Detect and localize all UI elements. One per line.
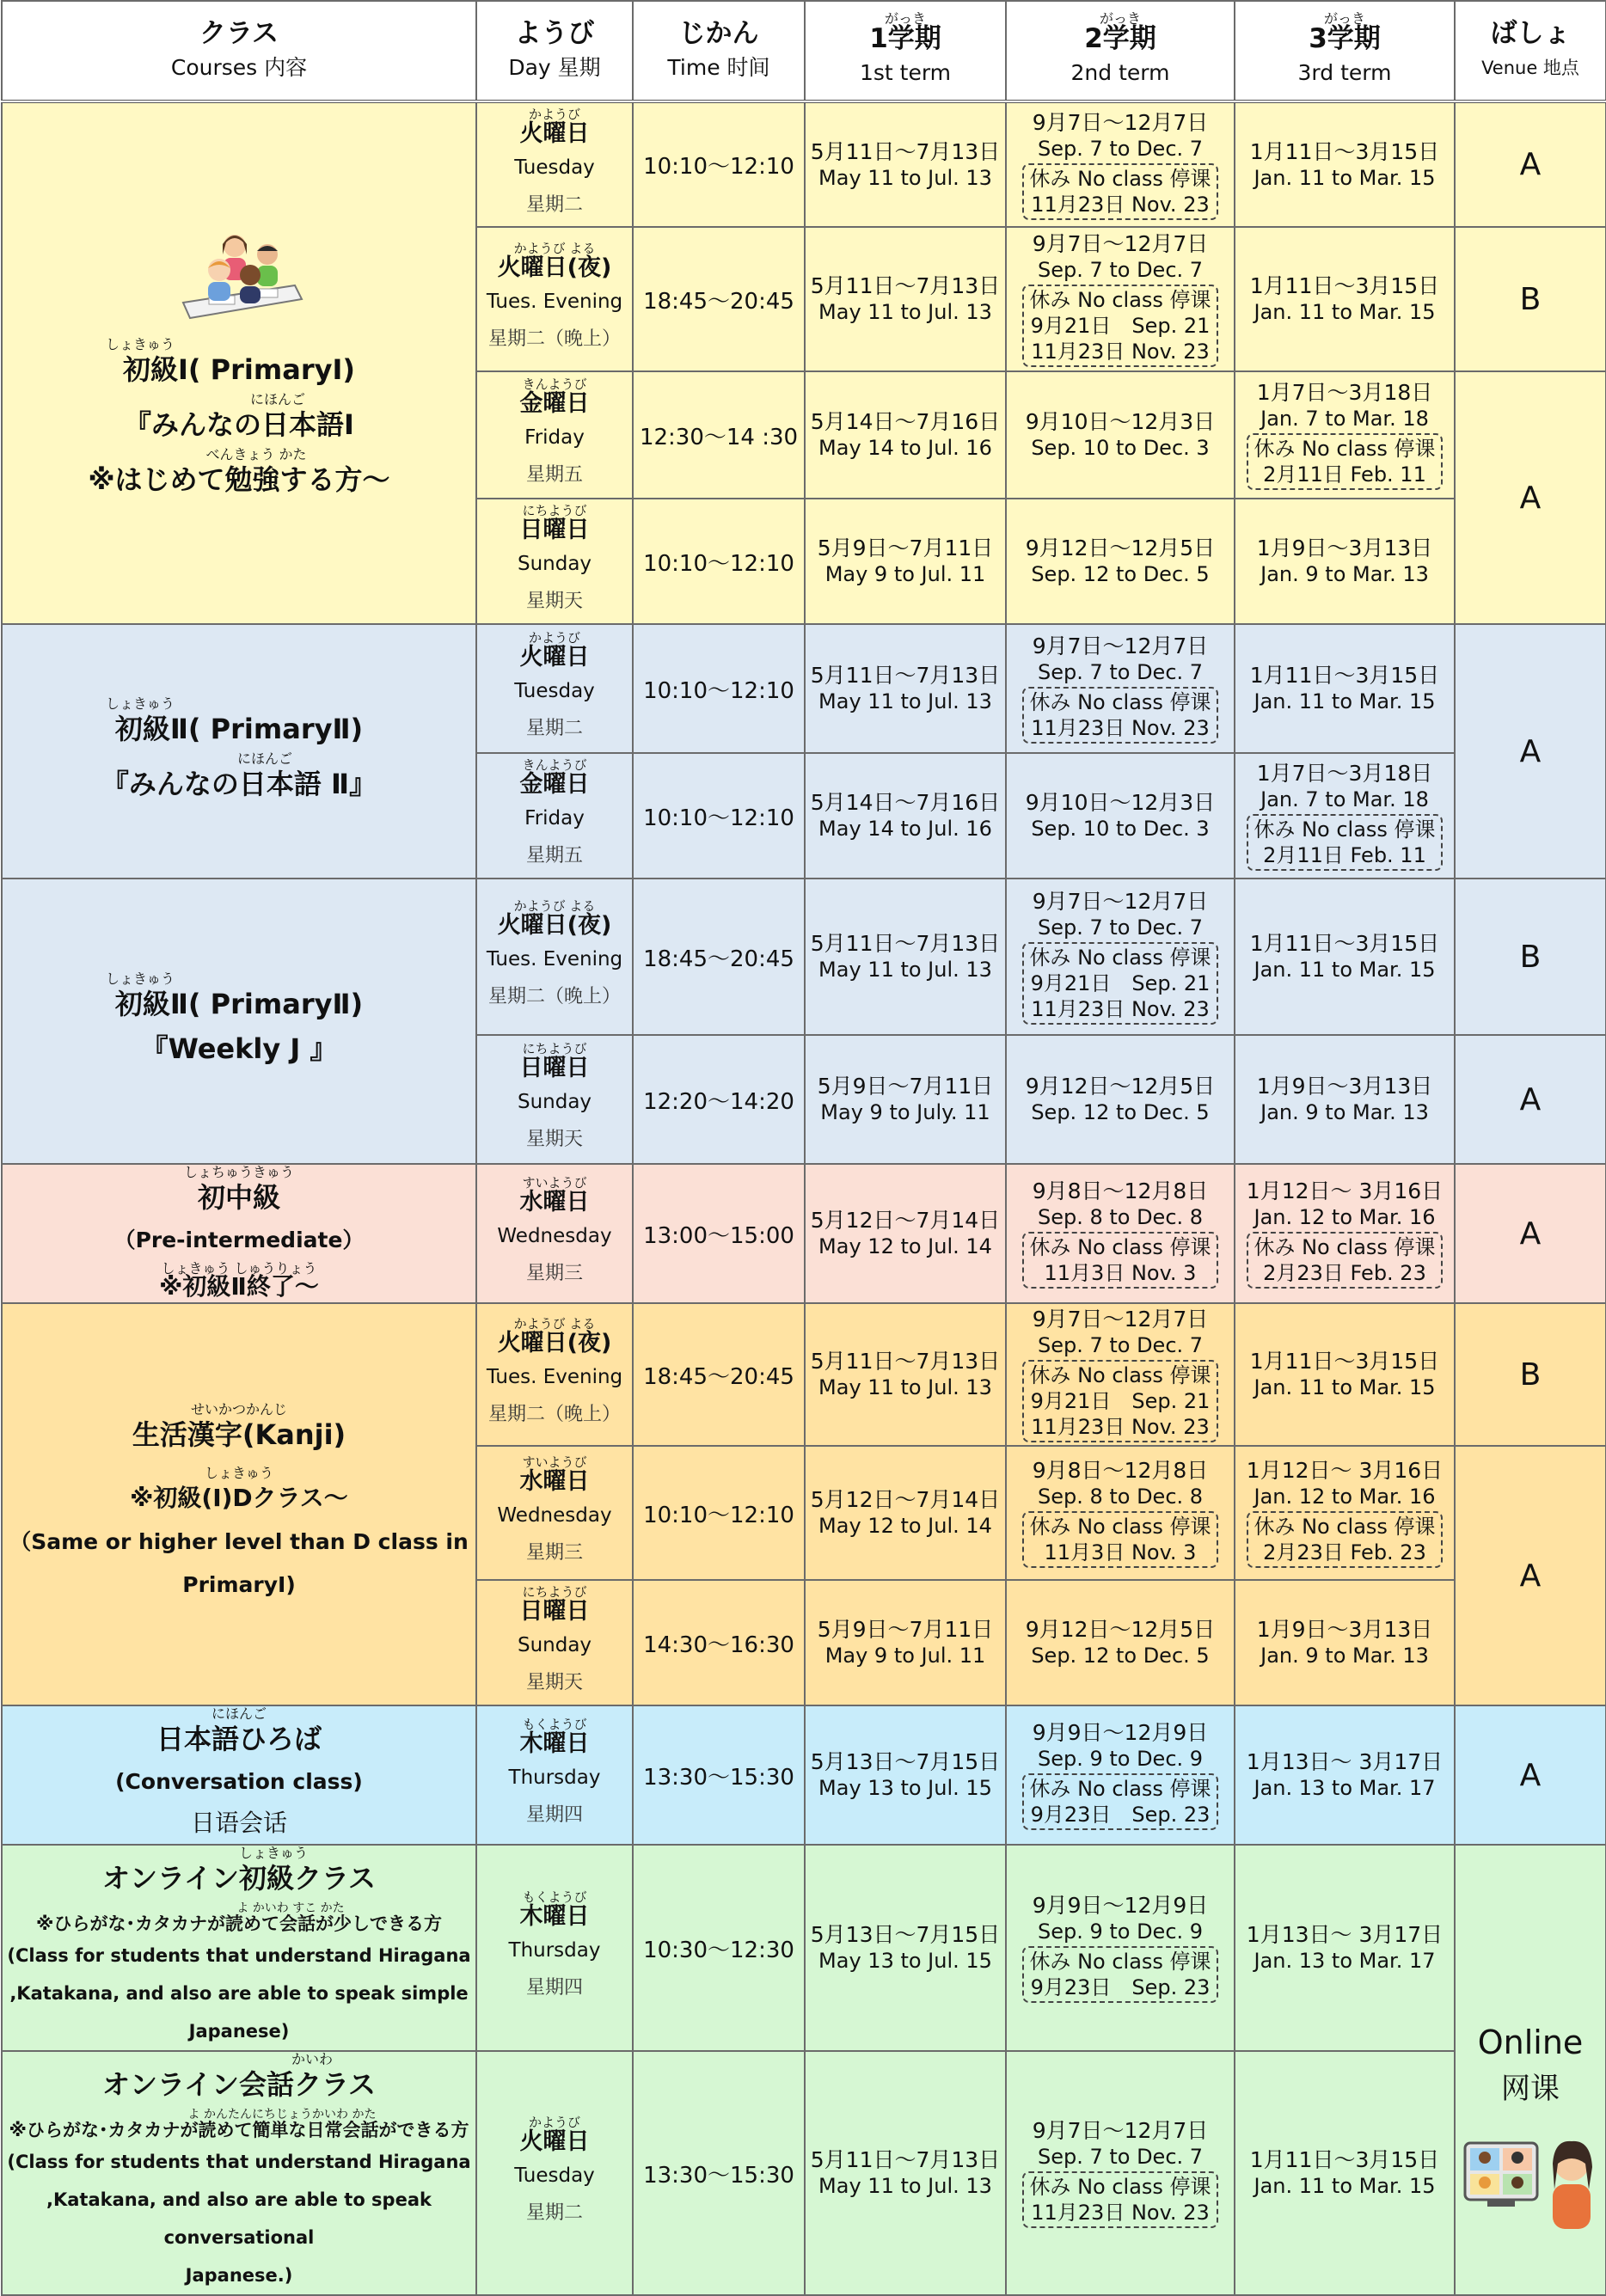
no-class-box: 休み No class 停课 9月23日 Sep. 23 — [1022, 1946, 1217, 2003]
header-term1: がっき 1学期 1st term — [805, 1, 1006, 101]
day-cell: もくようび 木曜日 Thursday 星期四 — [476, 1845, 633, 2051]
venue-cell: A — [1455, 101, 1606, 227]
time-cell: 10:10～12:10 — [633, 753, 805, 879]
table-row — [2, 1303, 1606, 1446]
venue-cell: B — [1455, 227, 1606, 371]
venue-cell: A — [1455, 1446, 1606, 1705]
venue-cell: A — [1455, 1035, 1606, 1164]
no-class-box: 休み No class 停课 9月23日 Sep. 23 — [1022, 1773, 1217, 1830]
table-row — [2, 624, 1606, 753]
day-cell: かようび よる 火曜日(夜) Tues. Evening 星期二（晚上） — [476, 879, 633, 1035]
table-row — [2, 1705, 1606, 1845]
day-cell: かようび よる 火曜日(夜) Tues. Evening 星期二（晚上） — [476, 227, 633, 371]
term2-cell: 9月10日～12月3日 Sep. 10 to Dec. 3 — [1006, 371, 1235, 499]
no-class-box: 休み No class 停课 11月3日 Nov. 3 — [1022, 1511, 1217, 1568]
no-class-box: 休み No class 停课 2月23日 Feb. 23 — [1247, 1511, 1442, 1568]
term2-cell: 9月7日～12月7日 Sep. 7 to Dec. 7 休み No class 停课 11月23日 Nov. 23 — [1006, 2051, 1235, 2295]
term2-cell: 9月7日～12月7日 Sep. 7 to Dec. 7 休み No class 停课 9月21日 Sep. 21 11月23日 Nov. 23 — [1006, 1303, 1235, 1446]
term3-cell: 1月11日～3月15日 Jan. 11 to Mar. 15 — [1235, 1303, 1455, 1446]
term2-cell: 9月9日～12月9日 Sep. 9 to Dec. 9 休み No class 停课 9月23日 Sep. 23 — [1006, 1705, 1235, 1845]
day-cell: きんようび 金曜日 Friday 星期五 — [476, 753, 633, 879]
course-pre-intermediate: しょちゅうきゅう 初中級 （Pre-intermediate） しょきゅう しゅうりょう ※初級Ⅱ終了～ — [2, 1164, 476, 1303]
term3-cell: 1月9日～3月13日 Jan. 9 to Mar. 13 — [1235, 499, 1455, 624]
term2-cell: 9月8日～12月8日 Sep. 8 to Dec. 8 休み No class 停课 11月3日 Nov. 3 — [1006, 1164, 1235, 1303]
term1-cell: 5月13日～7月15日 May 13 to Jul. 15 — [805, 1845, 1006, 2051]
term3-cell: 1月13日～ 3月17日 Jan. 13 to Mar. 17 — [1235, 1845, 1455, 2051]
students-illustration-icon — [175, 225, 303, 327]
term1-cell: 5月11日～7月13日 May 11 to Jul. 13 — [805, 2051, 1006, 2295]
time-cell: 14:30～16:30 — [633, 1580, 805, 1705]
day-cell: かようび よる 火曜日(夜) Tues. Evening 星期二（晚上） — [476, 1303, 633, 1446]
day-cell: かようび 火曜日 Tuesday 星期二 — [476, 624, 633, 753]
term1-cell: 5月13日～7月15日 May 13 to Jul. 15 — [805, 1705, 1006, 1845]
term1-cell: 5月11日～7月13日 May 11 to Jul. 13 — [805, 101, 1006, 227]
no-class-box: 休み No class 停课 11月3日 Nov. 3 — [1022, 1232, 1217, 1289]
day-cell: すいようび 水曜日 Wednesday 星期三 — [476, 1446, 633, 1580]
time-cell: 18:45～20:45 — [633, 1303, 805, 1446]
no-class-box: 休み No class 停课 2月11日 Feb. 11 — [1247, 814, 1442, 871]
course-kanji: せいかつかんじ 生活漢字(Kanji) しょきゅう ※初級(Ⅰ)Dクラス～ （Same or higher level than D class in PrimaryⅠ) — [2, 1303, 476, 1705]
time-cell: 13:00～15:00 — [633, 1164, 805, 1303]
no-class-box: 休み No class 停课 9月21日 Sep. 21 11月23日 Nov. 23 — [1022, 285, 1217, 367]
header-venue: ばしょ Venue 地点 — [1455, 1, 1606, 101]
term3-cell: 1月7日～3月18日 Jan. 7 to Mar. 18 休み No class 停课 2月11日 Feb. 11 — [1235, 371, 1455, 499]
day-cell: かようび 火曜日 Tuesday 星期二 — [476, 2051, 633, 2295]
term3-cell: 1月11日～3月15日 Jan. 11 to Mar. 15 — [1235, 227, 1455, 371]
header-row — [2, 1, 1606, 101]
course-primary-2: しょきゅう 初級Ⅱ( PrimaryⅡ) にほんご 『みんなの日本語 Ⅱ』 — [2, 624, 476, 879]
term3-cell: 1月13日～ 3月17日 Jan. 13 to Mar. 17 — [1235, 1705, 1455, 1845]
no-class-box: 休み No class 停课 11月23日 Nov. 23 — [1022, 2171, 1217, 2228]
day-cell: にちようび 日曜日 Sunday 星期天 — [476, 1035, 633, 1164]
online-class-illustration-icon — [1462, 2129, 1599, 2232]
term2-cell: 9月8日～12月8日 Sep. 8 to Dec. 8 休み No class 停课 11月3日 Nov. 3 — [1006, 1446, 1235, 1580]
term1-cell: 5月9日～7月11日 May 9 to Jul. 11 — [805, 499, 1006, 624]
term1-cell: 5月11日～7月13日 May 11 to Jul. 13 — [805, 1303, 1006, 1446]
time-cell: 18:45～20:45 — [633, 227, 805, 371]
no-class-box: 休み No class 停课 9月21日 Sep. 21 11月23日 Nov. 23 — [1022, 1360, 1217, 1442]
venue-cell-online: Online 网课 — [1455, 1845, 1606, 2295]
class-schedule-table — [1, 0, 1606, 2296]
term2-cell: 9月10日～12月3日 Sep. 10 to Dec. 3 — [1006, 753, 1235, 879]
term2-cell: 9月12日～12月5日 Sep. 12 to Dec. 5 — [1006, 499, 1235, 624]
day-cell: きんようび 金曜日 Friday 星期五 — [476, 371, 633, 499]
header-course: クラス Courses 内容 — [2, 1, 476, 101]
term3-cell: 1月11日～3月15日 Jan. 11 to Mar. 15 — [1235, 101, 1455, 227]
term3-cell: 1月9日～3月13日 Jan. 9 to Mar. 13 — [1235, 1580, 1455, 1705]
venue-cell: A — [1455, 1164, 1606, 1303]
time-cell: 10:10～12:10 — [633, 101, 805, 227]
time-cell: 10:10～12:10 — [633, 624, 805, 753]
no-class-box: 休み No class 停课 2月11日 Feb. 11 — [1247, 433, 1442, 490]
term2-cell: 9月7日～12月7日 Sep. 7 to Dec. 7 休み No class 停课 9月21日 Sep. 21 11月23日 Nov. 23 — [1006, 227, 1235, 371]
term3-cell: 1月11日～3月15日 Jan. 11 to Mar. 15 — [1235, 2051, 1455, 2295]
venue-cell: B — [1455, 1303, 1606, 1446]
venue-cell: B — [1455, 879, 1606, 1035]
header-time: じかん Time 时间 — [633, 1, 805, 101]
term3-cell: 1月12日～ 3月16日 Jan. 12 to Mar. 16 休み No class 停课 2月23日 Feb. 23 — [1235, 1446, 1455, 1580]
term2-cell: 9月7日～12月7日 Sep. 7 to Dec. 7 休み No class 停课 11月23日 Nov. 23 — [1006, 624, 1235, 753]
header-term2: がっき 2学期 2nd term — [1006, 1, 1235, 101]
term1-cell: 5月9日～7月11日 May 9 to Jul. 11 — [805, 1580, 1006, 1705]
header-day: ようび Day 星期 — [476, 1, 633, 101]
term1-cell: 5月14日～7月16日 May 14 to Jul. 16 — [805, 371, 1006, 499]
no-class-box: 休み No class 停课 11月23日 Nov. 23 — [1022, 163, 1217, 220]
table-row — [2, 101, 1606, 227]
day-cell: にちようび 日曜日 Sunday 星期天 — [476, 1580, 633, 1705]
course-online-beginner: しょきゅう オンライン初級クラス よ かいわ すこ かた ※ひらがな･カタカナが読めて会話が少しできる方 (Class for students that understand Hiragana ,Katakana, and also are able to speak simple Japanese) — [2, 1845, 476, 2051]
course-online-conversation: かいわ オンライン会話クラス よ かんたんにちじょうかいわ かた ※ひらがな･カタカナが読めて簡単な日常会話ができる方 (Class for students that understand Hiragana ,Katakana, and also are able to speak conversational Japanese.) — [2, 2051, 476, 2295]
term1-cell: 5月9日～7月11日 May 9 to July. 11 — [805, 1035, 1006, 1164]
header-term3: がっき 3学期 3rd term — [1235, 1, 1455, 101]
term3-cell: 1月9日～3月13日 Jan. 9 to Mar. 13 — [1235, 1035, 1455, 1164]
term1-cell: 5月14日～7月16日 May 14 to Jul. 16 — [805, 753, 1006, 879]
time-cell: 12:30～14 :30 — [633, 371, 805, 499]
time-cell: 12:20～14:20 — [633, 1035, 805, 1164]
day-cell: かようび 火曜日 Tuesday 星期二 — [476, 101, 633, 227]
day-cell: にちようび 日曜日 Sunday 星期天 — [476, 499, 633, 624]
term1-cell: 5月11日～7月13日 May 11 to Jul. 13 — [805, 879, 1006, 1035]
term1-cell: 5月11日～7月13日 May 11 to Jul. 13 — [805, 227, 1006, 371]
course-primary-2-weekly-j: しょきゅう 初級Ⅱ( PrimaryⅡ) 『Weekly J 』 — [2, 879, 476, 1164]
term1-cell: 5月12日～7月14日 May 12 to Jul. 14 — [805, 1446, 1006, 1580]
no-class-box: 休み No class 停课 11月23日 Nov. 23 — [1022, 687, 1217, 744]
no-class-box: 休み No class 停课 2月23日 Feb. 23 — [1247, 1232, 1442, 1289]
term1-cell: 5月12日～7月14日 May 12 to Jul. 14 — [805, 1164, 1006, 1303]
time-cell: 13:30～15:30 — [633, 1705, 805, 1845]
term3-cell: 1月11日～3月15日 Jan. 11 to Mar. 15 — [1235, 879, 1455, 1035]
time-cell: 10:30～12:30 — [633, 1845, 805, 2051]
table-row — [2, 1845, 1606, 2051]
course-conversation: にほんご 日本語ひろば (Conversation class) 日语会话 — [2, 1705, 476, 1845]
term2-cell: 9月12日～12月5日 Sep. 12 to Dec. 5 — [1006, 1580, 1235, 1705]
venue-cell: A — [1455, 371, 1606, 624]
term2-cell: 9月12日～12月5日 Sep. 12 to Dec. 5 — [1006, 1035, 1235, 1164]
venue-cell: A — [1455, 1705, 1606, 1845]
no-class-box: 休み No class 停课 9月21日 Sep. 21 11月23日 Nov. 23 — [1022, 942, 1217, 1025]
table-row — [2, 879, 1606, 1035]
term3-cell: 1月11日～3月15日 Jan. 11 to Mar. 15 — [1235, 624, 1455, 753]
table-row — [2, 2051, 1606, 2295]
time-cell: 13:30～15:30 — [633, 2051, 805, 2295]
day-cell: すいようび 水曜日 Wednesday 星期三 — [476, 1164, 633, 1303]
time-cell: 10:10～12:10 — [633, 499, 805, 624]
term2-cell: 9月7日～12月7日 Sep. 7 to Dec. 7 休み No class 停课 9月21日 Sep. 21 11月23日 Nov. 23 — [1006, 879, 1235, 1035]
table-row — [2, 1164, 1606, 1303]
venue-cell: A — [1455, 624, 1606, 879]
term2-cell: 9月7日～12月7日 Sep. 7 to Dec. 7 休み No class 停课 11月23日 Nov. 23 — [1006, 101, 1235, 227]
course-primary-1: しょきゅう 初級Ⅰ( PrimaryⅠ) にほんご 『みんなの日本語Ⅰ べんきょう かた ※はじめて勉強する方～ — [2, 101, 476, 624]
time-cell: 10:10～12:10 — [633, 1446, 805, 1580]
term3-cell: 1月7日～3月18日 Jan. 7 to Mar. 18 休み No class 停课 2月11日 Feb. 11 — [1235, 753, 1455, 879]
time-cell: 18:45～20:45 — [633, 879, 805, 1035]
term1-cell: 5月11日～7月13日 May 11 to Jul. 13 — [805, 624, 1006, 753]
term3-cell: 1月12日～ 3月16日 Jan. 12 to Mar. 16 休み No class 停课 2月23日 Feb. 23 — [1235, 1164, 1455, 1303]
day-cell: もくようび 木曜日 Thursday 星期四 — [476, 1705, 633, 1845]
term2-cell: 9月9日～12月9日 Sep. 9 to Dec. 9 休み No class 停课 9月23日 Sep. 23 — [1006, 1845, 1235, 2051]
